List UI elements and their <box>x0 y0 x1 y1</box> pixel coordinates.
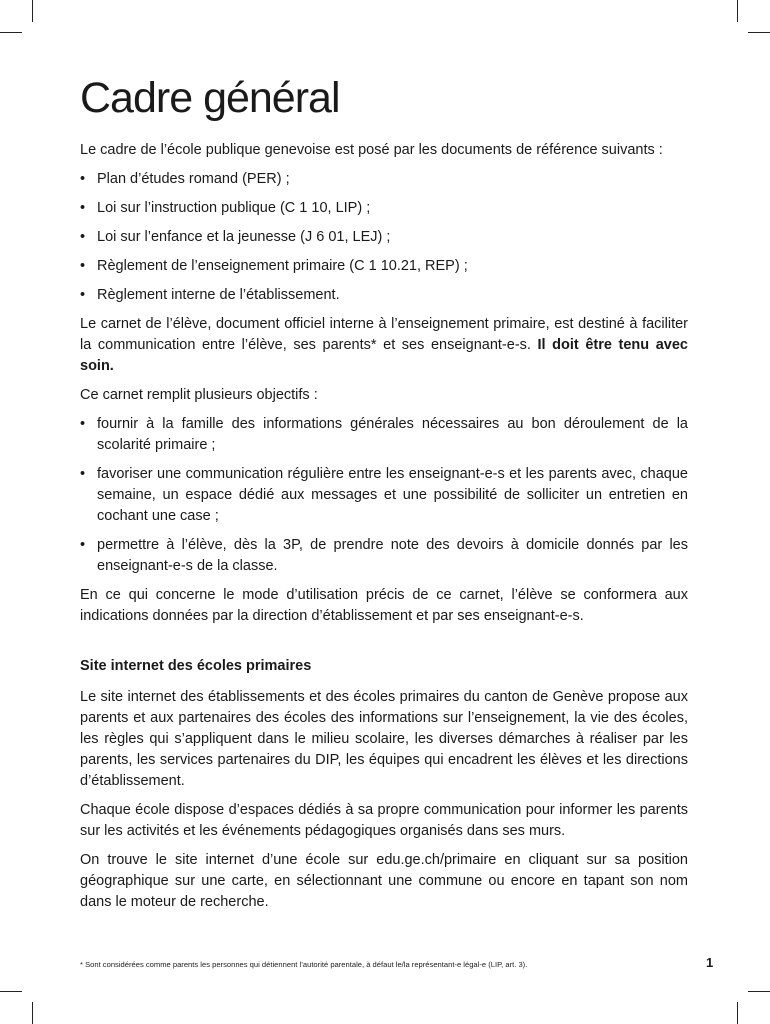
list-item: • Loi sur l’instruction publique (C 1 10, LIP) ; <box>80 198 688 219</box>
website-paragraph: On trouve le site internet d’une école sur edu.ge.ch/primaire en cliquant sur sa position géographique sur une carte, en sélectionnant une commune ou encore en tapant son nom dans le moteur de recherche. <box>80 852 688 910</box>
bullet-icon: • <box>80 416 86 432</box>
reference-list <box>80 169 688 306</box>
crop-mark <box>748 32 770 33</box>
objectives-list <box>80 414 688 577</box>
bullet-icon: • <box>80 466 86 482</box>
section-heading: Site internet des écoles primaires <box>80 658 312 674</box>
list-item: • fournir à la famille des informations générales nécessaires au bon déroulement de la scolarité primaire ; <box>80 416 688 453</box>
website-paragraph: Chaque école dispose d’espaces dédiés à sa propre communication pour informer les parents sur les activités et les événements pédagogiques organisés dans ses murs. <box>80 802 688 839</box>
list-item: • Loi sur l’enfance et la jeunesse (J 6 01, LEJ) ; <box>80 227 688 248</box>
list-item: • Plan d’études romand (PER) ; <box>80 169 688 190</box>
bullet-icon: • <box>80 537 86 553</box>
objectives-intro: Ce carnet remplit plusieurs objectifs : <box>80 387 318 403</box>
list-item: • Règlement interne de l’établissement. <box>80 285 688 306</box>
crop-mark <box>32 1002 33 1024</box>
footnote: * Sont considérées comme parents les personnes qui détiennent l’autorité parentale, à défaut le/la représentant-e légal-e (LIP, art. 3). <box>80 960 528 969</box>
bullet-icon: • <box>80 287 86 303</box>
crop-mark <box>0 32 22 33</box>
crop-mark <box>0 991 22 992</box>
page-number: 1 <box>706 955 714 970</box>
list-item: • favoriser une communication régulière entre les enseignant-e-s et les parents avec, chaque semaine, un espace dédié aux messages et une possibilité de solliciter un entretien en cochant une case ; <box>80 466 688 524</box>
carnet-paragraph: Le carnet de l’élève, document officiel interne à l’enseignement primaire, est destiné à faciliter la communication entre l’élève, ses parents* et ses enseignant-e-s. Il doit être tenu avec soin. <box>80 316 688 374</box>
bullet-icon: • <box>80 171 86 187</box>
carnet-emphasis: Il doit être tenu avec soin. <box>80 337 688 374</box>
page-title: Cadre général <box>80 74 340 122</box>
crop-mark <box>737 0 738 22</box>
usage-paragraph: En ce qui concerne le mode d’utilisation précis de ce carnet, l’élève se conformera aux indications données par la direction d’établissement et par ses enseignant-e-s. <box>80 587 688 624</box>
crop-mark <box>748 991 770 992</box>
intro-paragraph: Le cadre de l’école publique genevoise est posé par les documents de référence suivants : <box>80 142 663 158</box>
bullet-icon: • <box>80 229 86 245</box>
website-paragraph: Le site internet des établissements et des écoles primaires du canton de Genève propose aux parents et aux partenaires des écoles des informations sur l’enseignement, la vie des écoles, les règles qui s’appliquent dans le milieu scolaire, les diverses démarches à réaliser par les parents, les services partenaires du DIP, les équipes qui encadrent les élèves et les directions d’établissement. <box>80 689 688 789</box>
list-item: • permettre à l’élève, dès la 3P, de prendre note des devoirs à domicile donnés par les enseignant-e-s de la classe. <box>80 537 688 574</box>
bullet-icon: • <box>80 258 86 274</box>
page-content <box>80 72 688 921</box>
crop-mark <box>737 1002 738 1024</box>
bullet-icon: • <box>80 200 86 216</box>
crop-mark <box>32 0 33 22</box>
list-item: • Règlement de l’enseignement primaire (C 1 10.21, REP) ; <box>80 256 688 277</box>
